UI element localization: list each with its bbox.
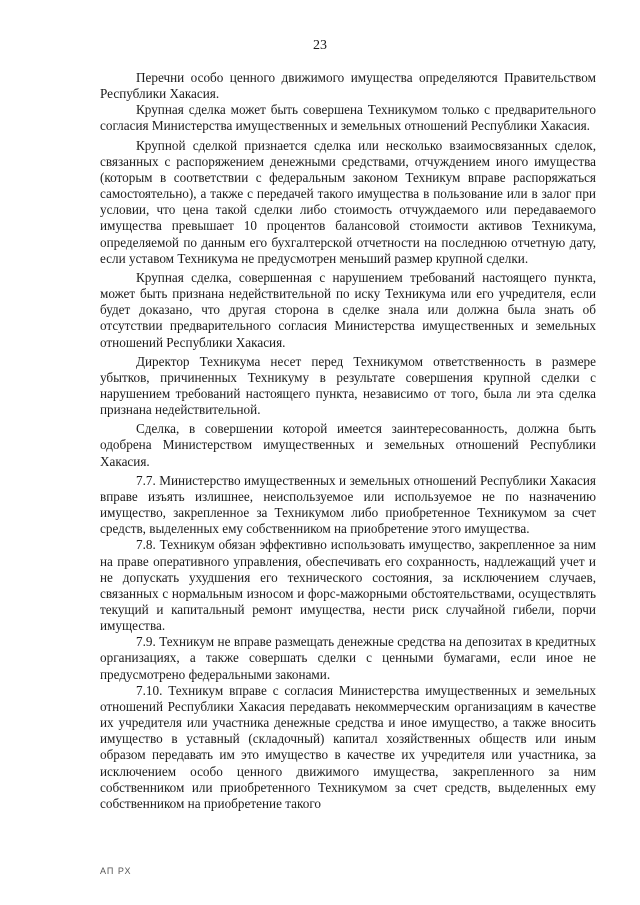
paragraph-interested-party-transaction: Сделка, в совершении которой имеется заинтересованность, должна быть одобрена Министерством имущественных и земельных отношений Республики Хакасия. (100, 421, 596, 469)
paragraph-major-transaction-approval: Крупная сделка может быть совершена Техникумом только с предварительного согласия Министерства имущественных и земельных отношений Республики Хакасия. (100, 102, 596, 134)
paragraph-7-9: 7.9. Техникум не вправе размещать денежные средства на депозитах в кредитных организациях, а также совершать сделки с ценными бумагами, если иное не предусмотрено федеральными законами. (100, 634, 596, 682)
paragraph-director-liability: Директор Техникума несет перед Техникумом ответственность в размере убытков, причиненных Техникуму в результате совершения крупной сделки с нарушением требований настоящего пункта, независимо от того, была ли эта сделка признана недействительной. (100, 353, 596, 418)
paragraph-7-7: 7.7. Министерство имущественных и земельных отношений Республики Хакасия вправе изъять излишнее, неиспользуемое или используемое не по назначению имущество, закрепленное за Техникумом либо приобретенное Техникумом за счет средств, выделенных ему собственником на приобретение этого имущества. (100, 472, 596, 537)
paragraph-major-transaction-invalidity: Крупная сделка, совершенная с нарушением требований настоящего пункта, может быть признана недействительной по иску Техникума или его учредителя, если будет доказано, что другая сторона в сделке знала или должна была знать об отсутствии предварительного согласия Министерства имущественных и земельных отношений Республики Хакасия. (100, 269, 596, 350)
footer-mark: АП РХ (100, 866, 132, 876)
paragraph-7-10: 7.10. Техникум вправе с согласия Министерства имущественных и земельных отношений Республики Хакасия передавать некоммерческим организациям в качестве их учредителя или участника денежные средства и иное имущество, а также вносить имущество в уставный (складочный) капитал хозяйственных обществ или иным образом передавать им это имущество в качестве их учредителя или участника, за исключением особо ценного движимого имущества, закрепленного за ним собственником или приобретенного Техникумом за счет средств, выделенных ему собственником на приобретение такого (100, 682, 596, 811)
document-body (100, 70, 596, 812)
page-number: 23 (313, 38, 327, 53)
paragraph-7-8: 7.8. Техникум обязан эффективно использовать имущество, закрепленное за ним на праве оперативного управления, обеспечивать его сохранность, надлежащий учет и не допускать ухудшения его технического состояния, за исключением случаев, связанных с нормальным износом и форс-мажорными обстоятельствами, осуществлять текущий и капитальный ремонт имущества, нести риск случайной гибели, порчи имущества. (100, 537, 596, 634)
paragraph-major-transaction-definition: Крупной сделкой признается сделка или несколько взаимосвязанных сделок, связанных с распоряжением денежными средствами, отчуждением иного имущества (которым в соответствии с федеральным законом Техникум вправе распоряжаться самостоятельно), а также с передачей такого имущества в пользование или в залог при условии, что цена такой сделки либо стоимость отчуждаемого или передаваемого имущества превышает 10 процентов балансовой стоимости активов Техникума, определяемой по данным его бухгалтерской отчетности на последнюю отчетную дату, если уставом Техникума не предусмотрен меньший размер крупной сделки. (100, 137, 596, 266)
paragraph-especially-valuable-property-lists: Перечни особо ценного движимого имущества определяются Правительством Республики Хакасия. (100, 70, 596, 102)
